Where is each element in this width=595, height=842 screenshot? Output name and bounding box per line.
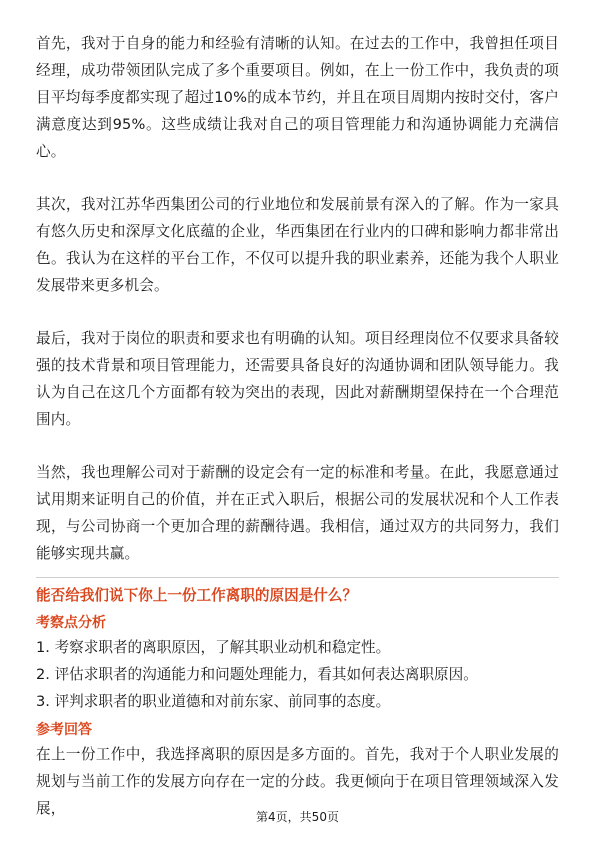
analysis-item: 2. 评估求职者的沟通能力和问题处理能力，看其如何表达离职原因。 [36, 666, 478, 683]
paragraph-role-understanding: 最后，我对于岗位的职责和要求也有明确的认知。项目经理岗位不仅要求具备较强的技术背景和项目管理能力，还需要具备良好的沟通协调和团队领导能力。我认为自己在这几个方面都有较为突出的表现，因此对薪酬期望保持在一个合理范围内。 [36, 330, 559, 428]
paragraph-self-assessment: 首先，我对于自身的能力和经验有清晰的认知。在过去的工作中，我曾担任项目经理，成功带领团队完成了多个重要项目。例如，在上一份工作中，我负责的项目平均每季度都实现了超过10%的成本节约，并且在项目周期内按时交付，客户满意度达到95%。这些成绩让我对自己的项目管理能力和沟通协调能力充满信心。 [36, 35, 559, 160]
paragraph-salary-negotiation: 当然，我也理解公司对于薪酬的设定会有一定的标准和考量。在此，我愿意通过试用期来证明自己的价值，并在正式入职后，根据公司的发展状况和个人工作表现，与公司协商一个更加合理的薪酬待遇。我相信，通过双方的共同努力，我们能够实现共赢。 [36, 464, 559, 562]
answer-title: 参考回答 [36, 722, 92, 738]
interview-question: 能否给我们说下你上一份工作离职的原因是什么？ [36, 587, 358, 604]
answer-text: 在上一份工作中，我选择离职的原因是多方面的。首先，我对于个人职业发展的规划与当前工作的发展方向存在一定的分歧。我更倾向于在项目管理领域深入发展， [36, 746, 559, 817]
paragraph-gap [36, 165, 559, 191]
page-number-footer: 第4页，共50页 [256, 810, 339, 824]
paragraph-gap [36, 299, 559, 325]
document-page [36, 30, 559, 822]
analysis-item: 1. 考察求职者的离职原因，了解其职业动机和稳定性。 [36, 639, 391, 656]
analysis-title: 考察点分析 [36, 615, 106, 631]
paragraph-gap [36, 433, 559, 459]
paragraph-company-knowledge: 其次，我对江苏华西集团公司的行业地位和发展前景有深入的了解。作为一家具有悠久历史和深厚文化底蕴的企业，华西集团在行业内的口碑和影响力都非常出色。我认为在这样的平台工作，不仅可以提升我的职业素养，还能为我个人职业发展带来更多机会。 [36, 196, 559, 294]
section-divider [36, 577, 559, 578]
analysis-item: 3. 评判求职者的职业道德和对前东家、前同事的态度。 [36, 693, 391, 710]
